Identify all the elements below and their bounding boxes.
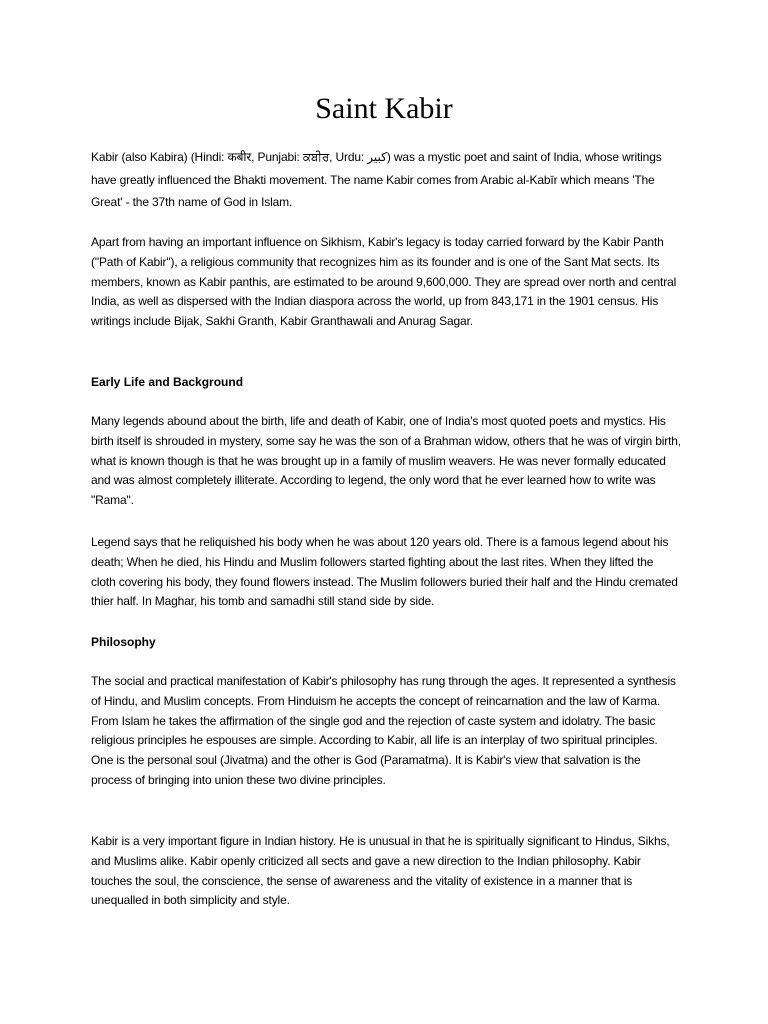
paragraph-legacy: Apart from having an important influence on Sikhism, Kabir's legacy is today carried forward by the Kabir Panth ("Path of Kabir"), a religious community that recognizes him as its founder and is one of the Sant Mat sects. Its members, known as Kabir panthis, are estimated to be around 9,600,000. They are spread over north and central India, as well as dispersed with the Indian diaspora across the world, up from 843,171 in the 1901 census. His writings include Bijak, Sakhi Granth, Kabir Granthawali and Anurag Sagar. xyxy=(91,235,677,329)
paragraph-early-life: Many legends abound about the birth, life and death of Kabir, one of India's most quoted poets and mystics. His birth itself is shrouded in mystery, some say he was the son of a Brahman widow, others that he was of virgin birth, what is known though is that he was brought up in a family of muslim weavers. He was never formally educated and was almost completely illiterate. According to legend, the only word that he ever learned how to write was "Rama". xyxy=(91,414,681,508)
paragraph-intro: Kabir (also Kabira) (Hindi: कबीर, Punjabi: ਕਬੀਰ, Urdu: کبير) was a mystic poet and saint of India, whose writings have greatly influenced the Bhakti movement. The name Kabir comes from Arabic al-Kabīr which means 'The Great' - the 37th name of God in Islam. xyxy=(91,150,662,209)
paragraph-importance: Kabir is a very important figure in Indian history. He is unusual in that he is spiritually significant to Hindus, Sikhs, and Muslims alike. Kabir openly criticized all sects and gave a new direction to the Indian philosophy. Kabir touches the soul, the conscience, the sense of awareness and the vitality of existence in a manner that is unequalled in both simplicity and style. xyxy=(91,834,670,908)
section-heading-early-life: Early Life and Background xyxy=(91,375,244,389)
paragraph-philosophy: The social and practical manifestation of Kabir's philosophy has rung through the ages. It represented a synthesis of Hindu, and Muslim concepts. From Hinduism he accepts the concept of reincarnation and the law of Karma. From Islam he takes the affirmation of the single god and the rejection of caste system and idolatry. The basic religious principles he espouses are simple. According to Kabir, all life is an interplay of two spiritual principles. One is the personal soul (Jivatma) and the other is God (Paramatma). It is Kabir's view that salvation is the process of bringing into union these two divine principles. xyxy=(91,674,676,787)
document-title: Saint Kabir xyxy=(315,92,453,125)
paragraph-legend: Legend says that he reliquished his body when he was about 120 years old. There is a famous legend about his death; When he died, his Hindu and Muslim followers started fighting about the last rites. When they lifted the cloth covering his body, they found flowers instead. The Muslim followers buried their half and the Hindu cremated thier half. In Maghar, his tomb and samadhi still stand side by side. xyxy=(91,535,678,609)
section-heading-philosophy: Philosophy xyxy=(91,635,156,649)
